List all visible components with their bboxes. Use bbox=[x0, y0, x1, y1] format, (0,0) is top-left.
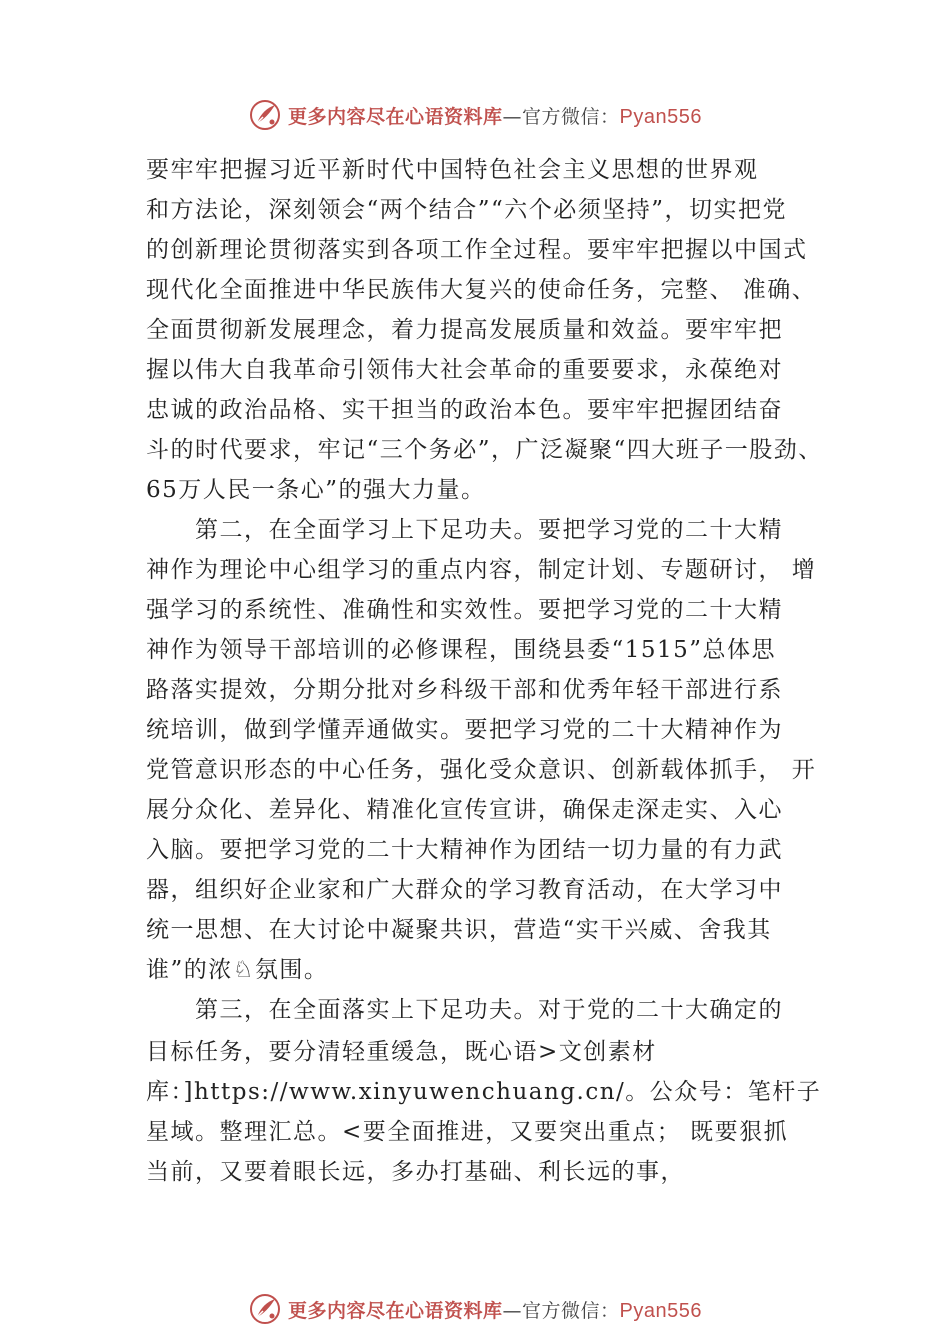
text-line: 器，组织好企业家和广大群众的学习教育活动，在大学习中 bbox=[146, 877, 783, 903]
text-line: 当前，又要着眼长远，多办打基础、利长远的事， bbox=[146, 1159, 685, 1185]
text-line: 现代化全面推进中华民族伟大复兴的使命任务，完整、 准确、 bbox=[146, 277, 817, 303]
paragraph-2-start: 第二，在全面学习上下足功夫。要把学习党的二十大精 bbox=[146, 517, 783, 543]
text-line: 统培训，做到学懂弄通做实。要把学习党的二十大精神作为 bbox=[146, 717, 783, 743]
paragraph-3-start: 第三，在全面落实上下足功夫。对于党的二十大确定的 bbox=[146, 997, 783, 1023]
text-line: 统一思想、在大讨论中凝聚共识，营造“实干兴威、舍我其 bbox=[146, 917, 772, 943]
text-line: 库：]https://www.xinyuwenchuang.cn/。公众号：笔杆子 bbox=[146, 1079, 822, 1105]
footer-wechat-id: Pyan556 bbox=[619, 1299, 702, 1322]
quill-logo-icon bbox=[248, 98, 282, 132]
header-wechat-id: Pyan556 bbox=[619, 105, 702, 128]
footer-separator: — bbox=[502, 1299, 523, 1322]
text-line: 展分众化、差异化、精准化宣传宣讲，确保走深走实、入心 bbox=[146, 797, 783, 823]
header-separator: — bbox=[502, 105, 523, 128]
text-line: 神作为领导干部培训的必修课程，围绕县委“1515”总体思 bbox=[146, 637, 777, 663]
text-line: 要牢牢把握习近平新时代中国特色社会主义思想的世界观 bbox=[146, 157, 759, 183]
text-line: 神作为理论中心组学习的重点内容，制定计划、专题研讨， 增 bbox=[146, 557, 817, 583]
footer-label: 官方微信： bbox=[522, 1299, 620, 1322]
header-banner bbox=[0, 95, 950, 135]
text-line: 握以伟大自我革命引领伟大社会革命的重要要求，永葆绝对 bbox=[146, 357, 783, 383]
footer-banner bbox=[0, 1289, 950, 1329]
text-line: 全面贯彻新发展理念，着力提高发展质量和效益。要牢牢把 bbox=[146, 317, 783, 343]
quill-logo-icon bbox=[248, 1292, 282, 1326]
header-brand: 更多内容尽在心语资料库 bbox=[288, 105, 503, 128]
text-line: 星域。整理汇总。<要全面推进，又要突出重点； 既要狠抓 bbox=[146, 1119, 789, 1145]
text-line: 党管意识形态的中心任务，强化受众意识、创新载体抓手， 开 bbox=[146, 757, 817, 783]
text-line: 目标任务，要分清轻重缓急，既心语>文创素材 bbox=[146, 1039, 657, 1065]
text-line: 65万人民一条心”的强大力量。 bbox=[146, 477, 486, 503]
text-line: 路落实提效，分期分批对乡科级干部和优秀年轻干部进行系 bbox=[146, 677, 783, 703]
text-line: 的创新理论贯彻落实到各项工作全过程。要牢牢把握以中国式 bbox=[146, 237, 808, 263]
footer-brand: 更多内容尽在心语资料库 bbox=[288, 1299, 503, 1322]
header-label: 官方微信： bbox=[522, 105, 620, 128]
text-line: 斗的时代要求，牢记“三个务必”，广泛凝聚“四大班子一股劲、 bbox=[146, 437, 823, 463]
text-line: 谁”的浓♘氛围。 bbox=[146, 957, 329, 983]
text-line: 和方法论，深刻领会“两个结合”“六个必须坚持”，切实把党 bbox=[146, 197, 788, 223]
document-body bbox=[146, 150, 836, 1192]
text-line: 强学习的系统性、准确性和实效性。要把学习党的二十大精 bbox=[146, 597, 783, 623]
text-line: 入脑。要把学习党的二十大精神作为团结一切力量的有力武 bbox=[146, 837, 783, 863]
text-line: 忠诚的政治品格、实干担当的政治本色。要牢牢把握团结奋 bbox=[146, 397, 783, 423]
